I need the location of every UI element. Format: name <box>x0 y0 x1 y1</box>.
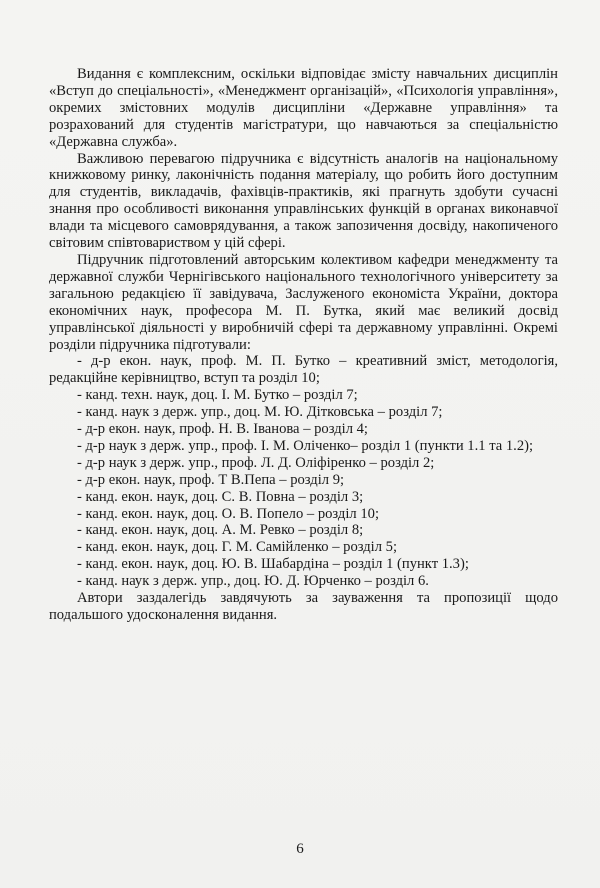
list-item: - д-р екон. наук, проф. Н. В. Іванова – розділ 4; <box>77 421 368 438</box>
list-item: - канд. наук з держ. упр., доц. Ю. Д. Юрченко – розділ 6. <box>77 573 429 590</box>
paragraph-intro: Видання є комплексним, оскільки відповідає змісту навчальних дисциплін «Вступ до спеціальності», «Менеджмент організацій», «Психологія управління», окремих змістовних модулів дисципліни «Державне управління» та розрахований для студентів магістратури, що навчаються за спеціальністю «Державна служба». <box>49 66 558 150</box>
list-item: - канд. техн. наук, доц. І. М. Бутко – розділ 7; <box>77 387 358 404</box>
list-item: - канд. наук з держ. упр., доц. М. Ю. Дітковська – розділ 7; <box>77 404 443 421</box>
list-item: - канд. екон. наук, доц. С. В. Повна – розділ 3; <box>77 488 364 505</box>
list-item: - канд. екон. наук, доц. Ю. В. Шабардіна – розділ 1 (пункт 1.3); <box>77 556 469 573</box>
list-item: - канд. екон. наук, доц. А. М. Ревко – розділ 8; <box>77 522 364 539</box>
list-item: - д-р наук з держ. упр., проф. І. М. Оліченко– розділ 1 (пункти 1.1 та 1.2); <box>77 437 534 454</box>
paragraph-advantages: Важливою перевагою підручника є відсутність аналогів на національному книжковому ринку, лаконічність подання матеріалу, що робить його доступним для студентів, викладачів, фахівців-практиків, які прагнуть здобути сучасні знання про особливості виконання управлінських функцій в органах виконавчої влади та місцевого самоврядування, а також запозичення досвіду, накопиченого світовим співтовариством у цій сфері. <box>49 150 558 252</box>
list-item: - д-р наук з держ. упр., проф. Л. Д. Оліфіренко – розділ 2; <box>77 454 435 471</box>
paragraph-closing: Автори заздалегідь завдячують за зауваження та пропозиції щодо подальшого удосконалення видання. <box>49 590 558 623</box>
list-item: - канд. екон. наук, доц. О. В. Попело – розділ 10; <box>77 505 379 522</box>
body-text <box>49 66 558 624</box>
paragraph-authors-intro: Підручник підготовлений авторським колективом кафедри менеджменту та державної служби Чернігівського національного технологічного університету за загальною редакцією її завідувача, Заслуженого економіста України, доктора економічних наук, професора М. П. Бутка, який має великий досвід управлінської діяльності у виробничій сфері та державному управлінні. Окремі розділи підручника підготували: <box>49 251 558 353</box>
page-number: 6 <box>296 841 304 857</box>
list-item: - канд. екон. наук, доц. Г. М. Самійленко – розділ 5; <box>77 539 398 556</box>
list-item: - д-р екон. наук, проф. Т В.Пепа – розділ 9; <box>77 471 345 488</box>
authors-list <box>49 353 558 590</box>
list-item: - д-р екон. наук, проф. М. П. Бутко – креативний зміст, методологія, редакційне керівництво, вступ та розділ 10; <box>49 353 558 387</box>
